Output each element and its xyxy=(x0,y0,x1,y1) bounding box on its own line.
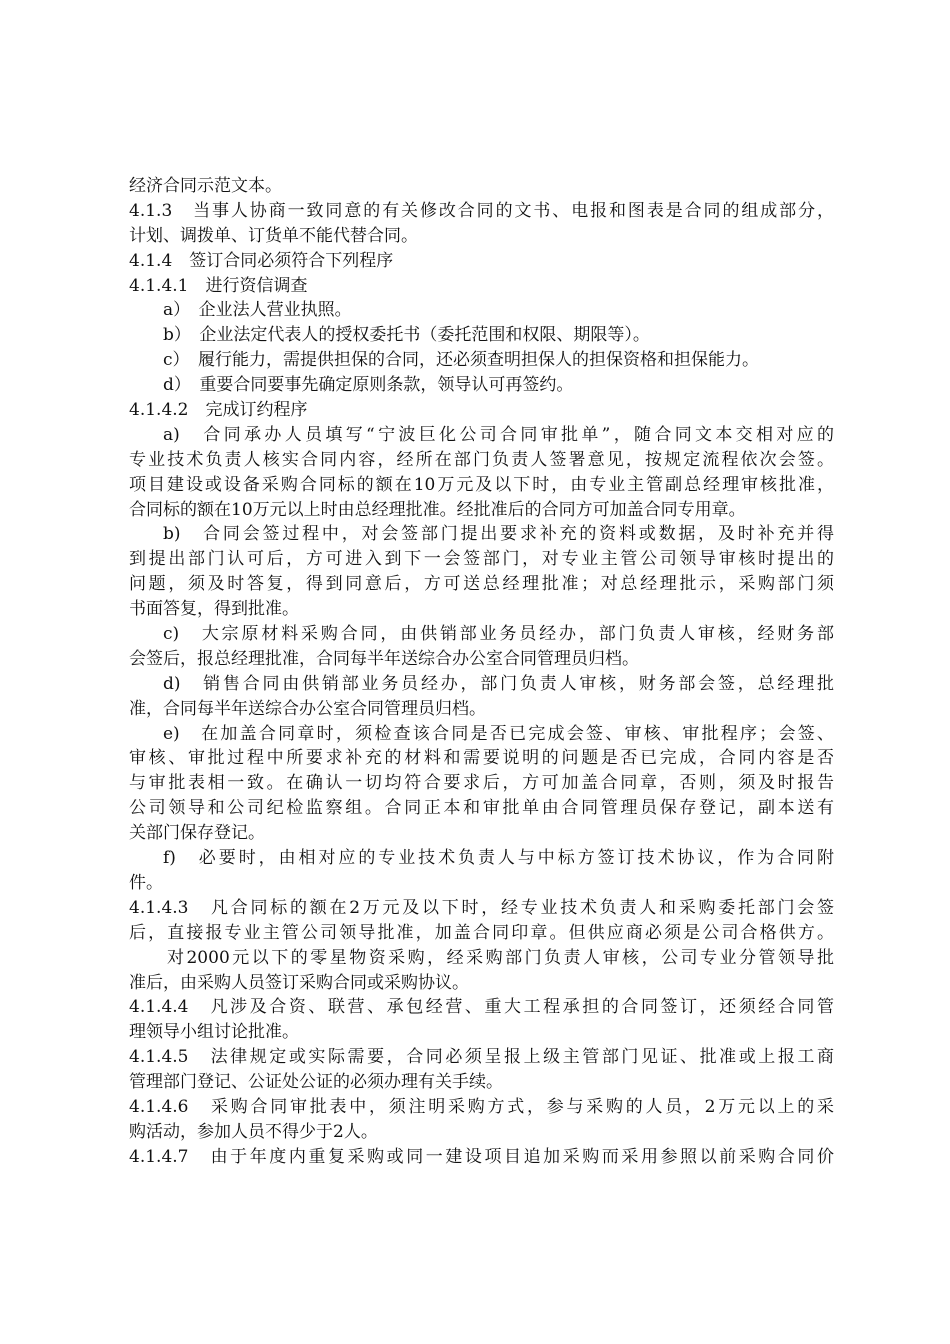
text-line: d) 销售合同由供销部业务员经办，部门负责人审核，财务部会签，总经理批 xyxy=(163,673,834,694)
text-line: 对2000元以下的零星物资采购，经采购部门负责人审核，公司专业分管领导批 xyxy=(167,947,834,968)
text-line: 购活动，参加人员不得少于2人。 xyxy=(129,1121,378,1142)
text-line: 4.1.4 签订合同必须符合下列程序 xyxy=(129,250,394,271)
text-line: 管理部门登记、公证处公证的必须办理有关手续。 xyxy=(129,1072,503,1093)
text-line: 4.1.4.4 凡涉及合资、联营、承包经营、重大工程承担的合同签订，还须经合同管 xyxy=(129,997,834,1018)
text-line: 问题，须及时答复，得到同意后，方可送总经理批准；对总经理批示，采购部门须 xyxy=(129,574,834,595)
text-line: 审核、审批过程中所要求补充的材料和需要说明的问题是否已完成，合同内容是否 xyxy=(129,748,834,769)
text-line: d） 重要合同要事先确定原则条款，领导认可再签约。 xyxy=(163,375,574,396)
text-line: 4.1.4.1 进行资信调查 xyxy=(129,275,308,296)
text-line: 关部门保存登记。 xyxy=(129,823,265,844)
text-line: c) 大宗原材料采购合同，由供销部业务员经办，部门负责人审核，经财务部 xyxy=(163,624,834,645)
text-line: 4.1.4.7 由于年度内重复采购或同一建设项目追加采购而采用参照以前采购合同价 xyxy=(129,1146,834,1167)
text-line: 计划、调拨单、订货单不能代替合同。 xyxy=(129,225,418,246)
text-line: 后，直接报专业主管公司领导批准，加盖合同印章。但供应商必须是公司合格供方。 xyxy=(129,922,834,943)
text-line: 合同标的额在10万元以上时由总经理批准。经批准后的合同方可加盖合同专用章。 xyxy=(129,499,746,520)
text-line: 理领导小组讨论批准。 xyxy=(129,1022,299,1043)
text-line: 书面答复，得到批准。 xyxy=(129,599,299,620)
text-line: 4.1.4.3 凡合同标的额在2万元及以下时，经专业技术负责人和采购委托部门会签 xyxy=(129,897,834,918)
text-line: 4.1.4.6 采购合同审批表中，须注明采购方式，参与采购的人员，2万元以上的采 xyxy=(129,1096,834,1117)
text-line: a) 合同承办人员填写“宁波巨化公司合同审批单”，随合同文本交相对应的 xyxy=(163,424,834,445)
document-page xyxy=(129,174,834,1170)
text-line: 4.1.4.5 法律规定或实际需要，合同必须呈报上级主管部门见证、批准或上报工商 xyxy=(129,1047,834,1068)
text-line: 4.1.3 当事人协商一致同意的有关修改合同的文书、电报和图表是合同的组成部分， xyxy=(129,200,834,221)
text-line: b） 企业法定代表人的授权委托书（委托范围和权限、期限等）。 xyxy=(163,325,650,346)
text-line: 与审批表相一致。在确认一切均符合要求后，方可加盖合同章，否则，须及时报告 xyxy=(129,773,834,794)
text-line: b) 合同会签过程中，对会签部门提出要求补充的资料或数据，及时补充并得 xyxy=(163,524,834,545)
text-line: 专业技术负责人核实合同内容，经所在部门负责人签署意见，按规定流程依次会签。 xyxy=(129,449,834,470)
text-line: e) 在加盖合同章时，须检查该合同是否已完成会签、审核、审批程序；会签、 xyxy=(163,723,834,744)
text-line: 公司领导和公司纪检监察组。合同正本和审批单由合同管理员保存登记，副本送有 xyxy=(129,798,834,819)
text-line: a） 企业法人营业执照。 xyxy=(163,300,352,321)
text-line: 到提出部门认可后，方可进入到下一会签部门，对专业主管公司领导审核时提出的 xyxy=(129,549,834,570)
text-line: 经济合同示范文本。 xyxy=(129,176,282,196)
text-line: c） 履行能力，需提供担保的合同，还必须查明担保人的担保资格和担保能力。 xyxy=(163,350,760,371)
text-line: 准后，由采购人员签订采购合同或采购协议。 xyxy=(129,972,469,993)
text-line: 项目建设或设备采购合同标的额在10万元及以下时，由专业主管副总经理审核批准， xyxy=(129,474,834,495)
text-line: 会签后，报总经理批准，合同每半年送综合办公室合同管理员归档。 xyxy=(129,648,639,669)
text-line: 件。 xyxy=(129,872,163,893)
text-line: f) 必要时，由相对应的专业技术负责人与中标方签订技术协议，作为合同附 xyxy=(163,848,834,869)
text-line: 4.1.4.2 完成订约程序 xyxy=(129,400,308,421)
text-line: 准，合同每半年送综合办公室合同管理员归档。 xyxy=(129,698,486,719)
